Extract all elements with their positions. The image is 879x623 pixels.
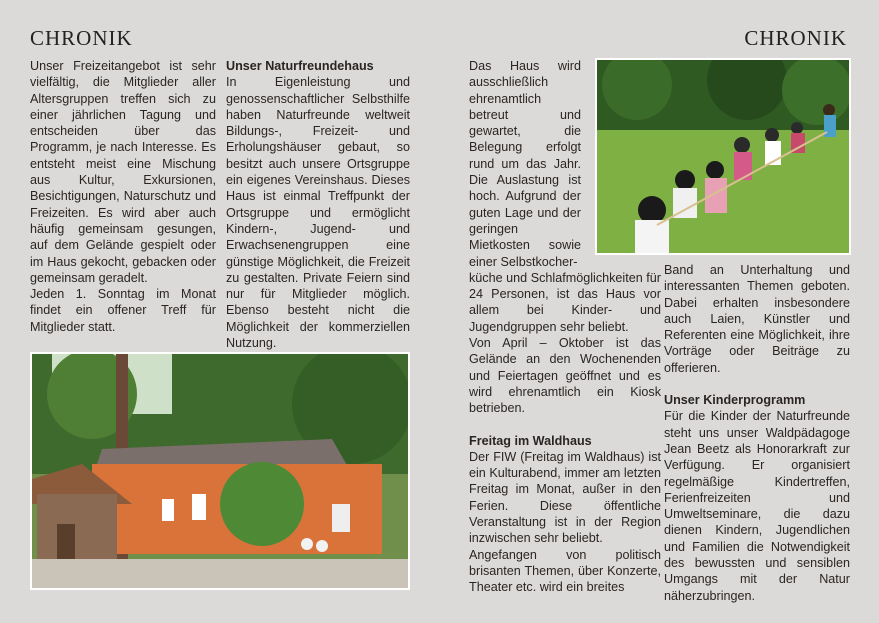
text-column-4 [664,262,850,604]
paragraph-haus-narrow: Das Haus wird ausschließlich ehrenamtlich betreut und gewartet, die Belegung erfolgt rund um das Jahr. Die Auslastung ist hoch. Aufgrund der guten Lage und der geringen Mietkosten sowie einer Selbstkocher- [469,59,581,269]
paragraph-sonntag-treff: Jeden 1. Sonntag im Monat findet ein offener Treff für Mitglieder statt. [30,287,216,334]
house-photo-illustration [32,354,408,588]
paragraph-kinderprogramm: Für die Kinder der Naturfreunde steht uns unser Waldpädagoge Jean Beetz als Honorarkraft zur Verfügung. Er organisiert regelmäßige Kindertreffen, Ferienfreizeiten und Umweltseminare, die dazu dienen Kindern, Jugendlichen und Familien die Notwendigkeit des bewussten und sensiblen Umgangs mit der Natur näherzubringen. [664,409,850,603]
text-column-1 [30,58,216,335]
page-heading-right: CHRONIK [744,26,847,50]
section-heading-naturfreundehaus: Unser Naturfreundehaus [226,59,374,73]
paragraph-unterhaltung: Band an Unterhaltung und interessanten Themen geboten. Dabei erhalten insbesondere auch Laien, Künstler und Referenten eine Möglichkeit, ihre Vorträge oder Beiträge zu offerieren. [664,263,850,375]
text-column-3 [469,58,661,596]
text-column-2 [226,58,410,351]
section-heading-kinderprogramm: Unser Kinderprogramm [664,393,806,408]
paragraph-naturfreundehaus: In Eigenleistung und genossenschaftlicher Selbsthilfe haben Naturfreunde weltweit Bildungs-, Freizeit- und Erholungshäuser gebaut, so besitzt auch unsere Ortsgruppe ein eigenes Vereinshaus. Dieses Haus ist einmal Treffpunkt der Ortsgruppe und ermöglicht Kindern-, Jugend- und Erwachsenengruppen eine günstige Möglichkeit, die Freizeit zu gestalten. Private Feiern sind nur für Mitglieder möglich. Ebenso besteht nicht die Möglichkeit der kommerziellen Nutzung. [226,75,410,351]
paragraph-themen: Angefangen von politisch brisanten Themen, über Konzerte, Theater etc. wird ein breites [469,547,661,595]
house-photo [30,352,410,590]
paragraph-april-oktober: Von April – Oktober ist das Gelände an den Wochenenden und Feiertagen geöffnet und es wird ehrenamtlich ein Kiosk betrieben. [469,336,661,416]
paragraph-freizeitangebot: Unser Freizeitangebot ist sehr vielfältig, die Mitglieder aller Altersgruppen treffen sich zu einer jährlichen Tagung und entscheiden über das Programm, je nach Interesse. Es entsteht meist eine Mischung aus Kultur, Exkursionen, Besichtigungen, Naturschutz und Freizeiten. Es wird aber auch häufig gemeinsam gesungen, auf dem Gelände gespielt oder im Haus gekocht, gebacken oder gemeinsam geradelt. [30,59,216,285]
page-heading-left: CHRONIK [30,26,133,50]
section-heading-freitag: Freitag im Waldhaus [469,433,592,448]
paragraph-haus-continued: küche und Schlafmöglichkeiten für 24 Personen, ist das Haus vor allem bei Kinder- und Jugendgruppen sehr beliebt. [469,270,661,334]
paragraph-fiw: Der FIW (Freitag im Waldhaus) ist ein Kulturabend, immer am letzten Freitag im Monat, außer in den Ferien. Diese öffentliche Veranstaltung ist in der Region inzwischen sehr beliebt. [469,449,661,546]
